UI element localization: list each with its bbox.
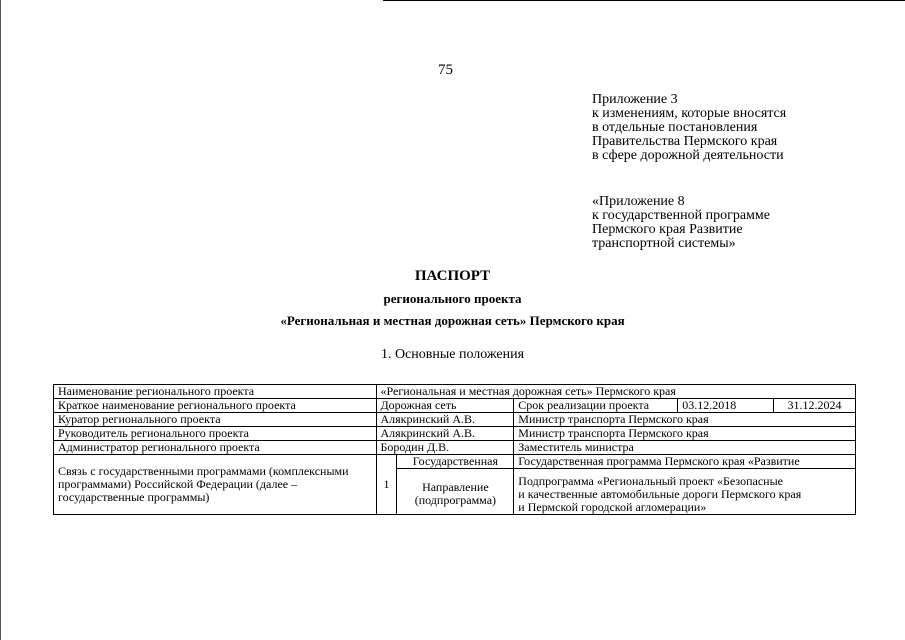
table-row — [54, 385, 856, 399]
row-label: Наименование регионального проекта — [54, 385, 377, 399]
start-date: 03.12.2018 — [678, 399, 774, 413]
passport-table — [53, 384, 856, 515]
appendix-line: в сфере дорожной деятельности — [592, 148, 784, 163]
table-row — [54, 427, 856, 441]
passport-title: ПАСПОРТ — [414, 268, 491, 284]
appendix-line: к изменениям, которые вносятся — [592, 106, 787, 121]
top-border-line — [383, 0, 905, 1]
appendix-8-block — [592, 195, 770, 251]
appendix-line: Приложение 3 — [592, 92, 678, 107]
end-date: 31.12.2024 — [774, 399, 856, 413]
row-label: Администратор регионального проекта — [54, 441, 377, 455]
appendix-line: в отдельные постановления — [592, 120, 758, 135]
appendix-8-line: «Приложение 8 — [592, 194, 685, 209]
program-number: 1 — [376, 455, 397, 515]
curator-name: Алякринский А.В. — [376, 413, 514, 427]
term-label: Срок реализации проекта — [514, 399, 678, 413]
passport-subtitle: регионального проекта — [383, 291, 522, 306]
table-row — [54, 399, 856, 413]
curator-position: Министр транспорта Пермского края — [514, 413, 856, 427]
head-name: Алякринский А.В. — [376, 427, 514, 441]
table-row — [54, 413, 856, 427]
row-label: Куратор регионального проекта — [54, 413, 377, 427]
page-number: 75 — [438, 62, 453, 78]
direction-label — [397, 469, 514, 515]
direction-label-line: (подпрограмма) — [414, 493, 497, 507]
admin-position: Заместитель министра — [514, 441, 856, 455]
row-label: Краткое наименование регионального проекта — [54, 399, 377, 413]
appendix-8-line: к государственной программе — [592, 208, 770, 223]
direction-value-line: и Пермской городской агломерации» — [518, 500, 707, 514]
row-label: Руководитель регионального проекта — [54, 427, 377, 441]
state-program-label: Государственная — [397, 455, 514, 469]
project-name-title: «Региональная и местная дорожная сеть» Пермского края — [280, 313, 625, 328]
appendix-line: Правительства Пермского края — [592, 134, 778, 149]
appendix-block — [592, 93, 786, 163]
direction-value — [514, 469, 856, 515]
direction-label-line: Направление — [422, 480, 489, 494]
project-short-name: Дорожная сеть — [376, 399, 514, 413]
table-row — [54, 455, 856, 469]
table-row — [54, 441, 856, 455]
direction-value-line: Подпрограмма «Региональный проект «Безопасные — [518, 474, 783, 488]
state-program-value: Государственная программа Пермского края «Развитие — [514, 455, 856, 469]
appendix-8-line: Пермского края Развитие — [592, 222, 743, 237]
admin-name: Бородин Д.В. — [376, 441, 514, 455]
direction-value-line: и качественные автомобильные дороги Пермского края — [518, 487, 802, 501]
project-full-name: «Региональная и местная дорожная сеть» Пермского края — [376, 385, 856, 399]
head-position: Министр транспорта Пермского края — [514, 427, 856, 441]
section-heading: 1. Основные положения — [380, 347, 525, 362]
row-label-programs: Связь с государственными программами (комплексными программами) Российской Федерации (далее – государственные программы) — [54, 455, 377, 515]
appendix-8-line: транспортной системы» — [592, 236, 736, 251]
